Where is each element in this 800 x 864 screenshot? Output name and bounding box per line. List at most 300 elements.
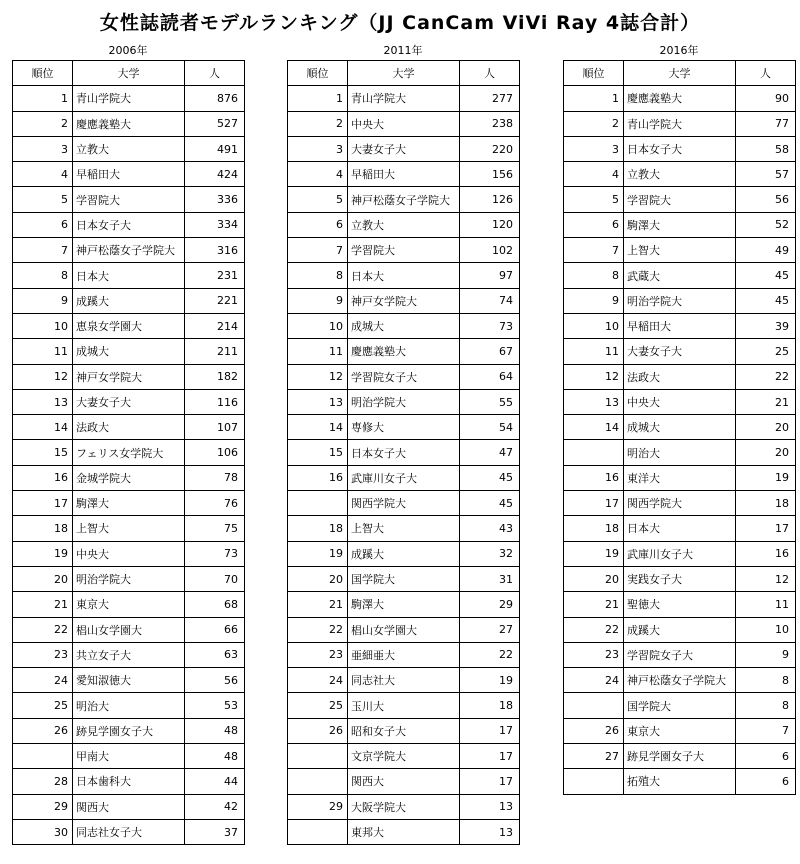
count-cell: 102	[460, 238, 520, 263]
rank-cell: 25	[13, 693, 73, 718]
university-cell: 成城大	[348, 313, 460, 338]
university-cell: 東邦大	[348, 819, 460, 844]
university-cell: 学習院女子大	[348, 364, 460, 389]
count-cell: 106	[185, 440, 245, 465]
university-cell: 亜細亜大	[348, 642, 460, 667]
table-row	[13, 288, 245, 313]
table-row	[564, 288, 796, 313]
university-cell: 慶應義塾大	[73, 111, 185, 136]
table-row	[564, 465, 796, 490]
rank-cell: 11	[564, 339, 624, 364]
university-cell: 中央大	[624, 389, 736, 414]
table-row	[13, 769, 245, 794]
count-cell: 53	[185, 693, 245, 718]
table-row	[13, 389, 245, 414]
university-cell: 駒澤大	[348, 592, 460, 617]
count-cell: 120	[460, 212, 520, 237]
table-row	[564, 440, 796, 465]
count-cell: 316	[185, 238, 245, 263]
table-row	[288, 364, 520, 389]
count-header: 人	[736, 61, 796, 86]
count-cell: 211	[185, 339, 245, 364]
university-cell: 甲南大	[73, 744, 185, 769]
count-cell: 68	[185, 592, 245, 617]
table-row	[288, 415, 520, 440]
university-cell: 明治学院大	[73, 566, 185, 591]
table-row	[564, 566, 796, 591]
table-row	[288, 769, 520, 794]
rank-cell	[564, 440, 624, 465]
rank-cell: 21	[13, 592, 73, 617]
table-row	[288, 288, 520, 313]
rank-cell: 14	[564, 415, 624, 440]
table-row	[13, 263, 245, 288]
university-cell: 学習院大	[73, 187, 185, 212]
university-cell: 学習院大	[348, 238, 460, 263]
university-cell: 昭和女子大	[348, 718, 460, 743]
count-cell: 48	[185, 744, 245, 769]
table-row	[564, 415, 796, 440]
rank-cell: 5	[564, 187, 624, 212]
table-row	[564, 592, 796, 617]
count-cell: 48	[185, 718, 245, 743]
count-cell: 44	[185, 769, 245, 794]
table-row	[288, 313, 520, 338]
rank-cell: 13	[564, 389, 624, 414]
university-cell: 跡見学園女子大	[624, 744, 736, 769]
university-cell: 日本女子大	[348, 440, 460, 465]
table-row	[13, 415, 245, 440]
table-row	[288, 491, 520, 516]
table-row	[13, 566, 245, 591]
count-cell: 221	[185, 288, 245, 313]
university-cell: 神戸女学院大	[348, 288, 460, 313]
table-row	[564, 364, 796, 389]
table-row	[564, 136, 796, 161]
count-cell: 42	[185, 794, 245, 819]
count-cell: 19	[460, 668, 520, 693]
rank-cell: 3	[13, 136, 73, 161]
university-cell: 日本女子大	[624, 136, 736, 161]
ranking-table-2006	[12, 60, 245, 845]
table-row	[564, 668, 796, 693]
count-cell: 19	[736, 465, 796, 490]
table-row	[13, 592, 245, 617]
university-cell: 成城大	[624, 415, 736, 440]
rank-cell: 19	[564, 541, 624, 566]
university-cell: 日本大	[348, 263, 460, 288]
table-row	[288, 744, 520, 769]
table-row	[564, 162, 796, 187]
count-cell: 876	[185, 86, 245, 111]
rank-cell: 9	[288, 288, 348, 313]
university-cell: 成蹊大	[73, 288, 185, 313]
table-row	[564, 769, 796, 794]
university-cell: 成蹊大	[348, 541, 460, 566]
rank-cell: 22	[564, 617, 624, 642]
count-cell: 31	[460, 566, 520, 591]
university-cell: 東京大	[624, 718, 736, 743]
rank-header: 順位	[13, 61, 73, 86]
university-cell: 早稲田大	[348, 162, 460, 187]
rank-cell: 23	[288, 642, 348, 667]
table-row	[288, 162, 520, 187]
rank-cell: 27	[564, 744, 624, 769]
count-cell: 214	[185, 313, 245, 338]
count-cell: 8	[736, 693, 796, 718]
count-cell: 424	[185, 162, 245, 187]
count-cell: 27	[460, 617, 520, 642]
count-cell: 527	[185, 111, 245, 136]
university-cell: 神戸松蔭女子学院大	[624, 668, 736, 693]
count-cell: 17	[460, 744, 520, 769]
table-row	[13, 516, 245, 541]
count-cell: 238	[460, 111, 520, 136]
count-cell: 73	[460, 313, 520, 338]
university-cell: 中央大	[73, 541, 185, 566]
ranking-table-2016	[563, 60, 796, 795]
university-cell: 同志社女子大	[73, 819, 185, 844]
count-cell: 156	[460, 162, 520, 187]
count-cell: 17	[460, 718, 520, 743]
university-cell: 学習院大	[624, 187, 736, 212]
count-cell: 73	[185, 541, 245, 566]
university-cell: 慶應義塾大	[624, 86, 736, 111]
university-cell: 日本女子大	[73, 212, 185, 237]
table-row	[564, 339, 796, 364]
rank-cell: 9	[564, 288, 624, 313]
rank-header: 順位	[564, 61, 624, 86]
university-cell: フェリス女学院大	[73, 440, 185, 465]
university-cell: 国学院大	[348, 566, 460, 591]
table-row	[288, 617, 520, 642]
page-title: 女性誌読者モデルランキング（JJ CanCam ViVi Ray 4誌合計）	[99, 12, 701, 34]
year-label: 2011年	[383, 44, 423, 57]
rank-cell: 24	[564, 668, 624, 693]
count-cell: 76	[185, 491, 245, 516]
table-row	[13, 440, 245, 465]
rank-cell: 18	[288, 516, 348, 541]
count-cell: 10	[736, 617, 796, 642]
rank-cell: 3	[288, 136, 348, 161]
university-cell: 日本大	[73, 263, 185, 288]
university-cell: 立教大	[624, 162, 736, 187]
rank-cell: 11	[13, 339, 73, 364]
rank-cell: 5	[288, 187, 348, 212]
table-row	[13, 364, 245, 389]
table-row	[288, 263, 520, 288]
university-cell: 聖徳大	[624, 592, 736, 617]
rank-cell: 20	[288, 566, 348, 591]
university-cell: 玉川大	[348, 693, 460, 718]
table-row	[564, 642, 796, 667]
university-header: 大学	[73, 61, 185, 86]
count-cell: 18	[736, 491, 796, 516]
university-cell: 立教大	[348, 212, 460, 237]
count-cell: 57	[736, 162, 796, 187]
count-cell: 334	[185, 212, 245, 237]
count-cell: 220	[460, 136, 520, 161]
university-cell: 文京学院大	[348, 744, 460, 769]
table-row	[288, 111, 520, 136]
table-row	[564, 187, 796, 212]
count-cell: 64	[460, 364, 520, 389]
table-row	[13, 642, 245, 667]
university-cell: 神戸松蔭女子学院大	[73, 238, 185, 263]
rank-cell	[564, 769, 624, 794]
rank-cell: 16	[564, 465, 624, 490]
rank-cell: 22	[288, 617, 348, 642]
count-cell: 45	[460, 465, 520, 490]
count-cell: 55	[460, 389, 520, 414]
count-cell: 22	[460, 642, 520, 667]
rank-cell: 19	[13, 541, 73, 566]
table-row	[13, 111, 245, 136]
university-cell: 東京大	[73, 592, 185, 617]
university-cell: 国学院大	[624, 693, 736, 718]
university-cell: 駒澤大	[624, 212, 736, 237]
count-cell: 6	[736, 744, 796, 769]
rank-cell: 12	[13, 364, 73, 389]
count-cell: 29	[460, 592, 520, 617]
rank-cell: 9	[13, 288, 73, 313]
table-row	[564, 718, 796, 743]
rank-cell: 16	[288, 465, 348, 490]
rank-cell: 8	[564, 263, 624, 288]
year-label: 2006年	[108, 44, 148, 57]
count-cell: 17	[460, 769, 520, 794]
count-cell: 9	[736, 642, 796, 667]
rank-cell: 5	[13, 187, 73, 212]
count-cell: 182	[185, 364, 245, 389]
university-cell: 神戸女学院大	[73, 364, 185, 389]
rank-cell: 12	[564, 364, 624, 389]
university-cell: 法政大	[73, 415, 185, 440]
count-cell: 67	[460, 339, 520, 364]
university-cell: 学習院女子大	[624, 642, 736, 667]
rank-cell: 15	[288, 440, 348, 465]
table-row	[13, 819, 245, 844]
table-row	[564, 516, 796, 541]
rank-cell: 1	[288, 86, 348, 111]
table-row	[288, 238, 520, 263]
count-cell: 116	[185, 389, 245, 414]
university-cell: 実践女子大	[624, 566, 736, 591]
count-cell: 25	[736, 339, 796, 364]
university-header: 大学	[348, 61, 460, 86]
rank-cell: 7	[13, 238, 73, 263]
table-row	[13, 465, 245, 490]
rank-cell: 22	[13, 617, 73, 642]
count-cell: 11	[736, 592, 796, 617]
table-row	[288, 187, 520, 212]
rank-cell: 6	[13, 212, 73, 237]
rank-cell: 6	[288, 212, 348, 237]
university-header: 大学	[624, 61, 736, 86]
table-row	[288, 668, 520, 693]
university-cell: 明治学院大	[348, 389, 460, 414]
university-cell: 恵泉女学園大	[73, 313, 185, 338]
table-row	[13, 136, 245, 161]
table-row	[564, 313, 796, 338]
count-cell: 45	[736, 263, 796, 288]
university-cell: 同志社大	[348, 668, 460, 693]
rank-cell: 18	[564, 516, 624, 541]
count-cell: 90	[736, 86, 796, 111]
count-cell: 45	[460, 491, 520, 516]
university-cell: 関西学院大	[624, 491, 736, 516]
year-label: 2016年	[659, 44, 699, 57]
count-cell: 97	[460, 263, 520, 288]
rank-cell	[13, 744, 73, 769]
table-row	[13, 668, 245, 693]
rank-cell: 13	[288, 389, 348, 414]
university-cell: 青山学院大	[73, 86, 185, 111]
table-row	[564, 111, 796, 136]
rank-cell: 11	[288, 339, 348, 364]
university-cell: 大妻女子大	[73, 389, 185, 414]
rank-cell: 4	[13, 162, 73, 187]
table-row	[288, 440, 520, 465]
table-row	[564, 541, 796, 566]
university-cell: 武庫川女子大	[624, 541, 736, 566]
count-cell: 74	[460, 288, 520, 313]
rank-cell: 23	[564, 642, 624, 667]
count-cell: 77	[736, 111, 796, 136]
table-row	[13, 187, 245, 212]
university-cell: 成城大	[73, 339, 185, 364]
university-cell: 椙山女学園大	[348, 617, 460, 642]
count-cell: 32	[460, 541, 520, 566]
university-cell: 東洋大	[624, 465, 736, 490]
table-row	[564, 617, 796, 642]
table-row	[13, 86, 245, 111]
table-row	[564, 693, 796, 718]
rank-cell: 4	[564, 162, 624, 187]
university-cell: 立教大	[73, 136, 185, 161]
table-row	[288, 516, 520, 541]
rank-cell	[288, 819, 348, 844]
count-cell: 70	[185, 566, 245, 591]
rank-cell: 14	[13, 415, 73, 440]
university-cell: 明治大	[624, 440, 736, 465]
rank-cell: 10	[13, 313, 73, 338]
rank-cell: 26	[288, 718, 348, 743]
rank-cell: 20	[564, 566, 624, 591]
count-cell: 22	[736, 364, 796, 389]
table-row	[564, 238, 796, 263]
count-cell: 54	[460, 415, 520, 440]
university-cell: 神戸松蔭女子学院大	[348, 187, 460, 212]
university-cell: 上智大	[348, 516, 460, 541]
count-cell: 336	[185, 187, 245, 212]
table-row	[13, 313, 245, 338]
rank-cell: 12	[288, 364, 348, 389]
university-cell: 椙山女学園大	[73, 617, 185, 642]
rank-cell: 16	[13, 465, 73, 490]
university-cell: 拓殖大	[624, 769, 736, 794]
table-row	[288, 642, 520, 667]
rank-cell: 13	[13, 389, 73, 414]
rank-cell	[288, 769, 348, 794]
rank-cell: 8	[13, 263, 73, 288]
count-cell: 21	[736, 389, 796, 414]
count-cell: 126	[460, 187, 520, 212]
university-cell: 関西大	[348, 769, 460, 794]
rank-cell: 2	[564, 111, 624, 136]
table-row	[13, 794, 245, 819]
table-row	[13, 339, 245, 364]
rank-cell: 21	[288, 592, 348, 617]
rank-cell: 1	[13, 86, 73, 111]
university-cell: 早稲田大	[73, 162, 185, 187]
table-row	[288, 212, 520, 237]
count-header: 人	[185, 61, 245, 86]
table-row	[288, 566, 520, 591]
rank-cell	[288, 491, 348, 516]
university-cell: 青山学院大	[348, 86, 460, 111]
university-cell: 大妻女子大	[624, 339, 736, 364]
rank-cell: 23	[13, 642, 73, 667]
rank-cell: 3	[564, 136, 624, 161]
count-cell: 8	[736, 668, 796, 693]
university-cell: 上智大	[624, 238, 736, 263]
table-row	[13, 212, 245, 237]
table-row	[13, 718, 245, 743]
count-cell: 66	[185, 617, 245, 642]
university-cell: 早稲田大	[624, 313, 736, 338]
rank-cell: 21	[564, 592, 624, 617]
university-cell: 愛知淑徳大	[73, 668, 185, 693]
table-row	[13, 744, 245, 769]
count-cell: 13	[460, 819, 520, 844]
count-cell: 17	[736, 516, 796, 541]
table-row	[564, 389, 796, 414]
count-cell: 20	[736, 415, 796, 440]
count-header: 人	[460, 61, 520, 86]
university-cell: 跡見学園女子大	[73, 718, 185, 743]
count-cell: 16	[736, 541, 796, 566]
rank-cell: 18	[13, 516, 73, 541]
rank-cell	[288, 744, 348, 769]
university-cell: 明治学院大	[624, 288, 736, 313]
table-row	[288, 541, 520, 566]
rank-cell: 6	[564, 212, 624, 237]
count-cell: 45	[736, 288, 796, 313]
count-cell: 107	[185, 415, 245, 440]
count-cell: 20	[736, 440, 796, 465]
table-row	[13, 491, 245, 516]
rank-cell: 30	[13, 819, 73, 844]
rank-cell	[564, 693, 624, 718]
rank-cell: 2	[288, 111, 348, 136]
table-row	[13, 617, 245, 642]
rank-cell: 10	[564, 313, 624, 338]
count-cell: 78	[185, 465, 245, 490]
table-row	[564, 263, 796, 288]
rank-cell: 1	[564, 86, 624, 111]
university-cell: 大阪学院大	[348, 794, 460, 819]
table-row	[564, 744, 796, 769]
rank-cell: 10	[288, 313, 348, 338]
count-cell: 6	[736, 769, 796, 794]
rank-cell: 2	[13, 111, 73, 136]
table-row	[288, 389, 520, 414]
rank-cell: 4	[288, 162, 348, 187]
university-cell: 武庫川女子大	[348, 465, 460, 490]
count-cell: 13	[460, 794, 520, 819]
rank-cell: 8	[288, 263, 348, 288]
